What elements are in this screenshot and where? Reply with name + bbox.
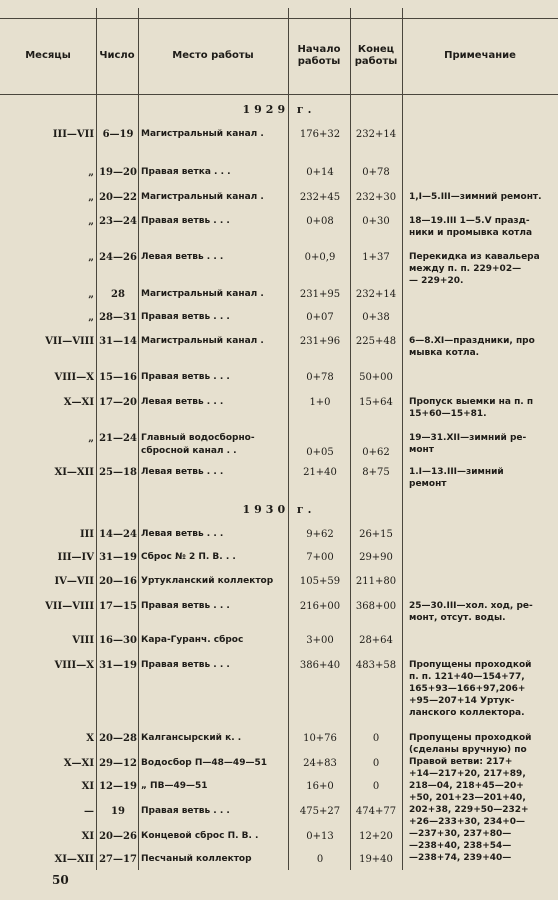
cell-days: 17—15 <box>99 601 137 612</box>
year-heading: 1930 г. <box>242 503 316 516</box>
col-rule-3 <box>288 8 289 870</box>
cell-note: 19—31.XII—зимний ре- монт <box>409 433 527 455</box>
cell-days: 28—31 <box>99 312 137 323</box>
header-note: Примечание <box>444 49 516 61</box>
cell-place: Левая ветвь . . . <box>141 252 224 262</box>
cell-place: Правая ветвь . . . <box>141 312 230 322</box>
cell-days: 19 <box>111 806 125 817</box>
cell-end: 483+58 <box>355 660 397 671</box>
cell-start: 105+59 <box>299 576 341 587</box>
cell-start: 0+05 <box>306 447 334 458</box>
cell-place: Магистральный канал . <box>141 129 264 139</box>
cell-end: 8+75 <box>362 467 390 478</box>
cell-months: „ <box>88 433 94 444</box>
cell-place: Левая ветвь . . . <box>141 397 224 407</box>
cell-months: XI—XII <box>54 854 94 865</box>
cell-start: 21+40 <box>303 467 337 478</box>
cell-end: 1+37 <box>362 252 390 263</box>
cell-days: 17—20 <box>99 397 137 408</box>
cell-end: 0+38 <box>362 312 390 323</box>
cell-days: 12—19 <box>99 781 137 792</box>
cell-days: 14—24 <box>99 529 137 540</box>
cell-start: 16+0 <box>306 781 334 792</box>
cell-end: 0 <box>372 781 380 792</box>
cell-months: X—XI <box>63 397 94 408</box>
cell-days: 20—16 <box>99 576 137 587</box>
cell-months: III <box>79 529 94 540</box>
cell-place: Главный водосборно- сбросной канал . . <box>141 433 255 456</box>
col-rule-1 <box>96 8 97 870</box>
cell-days: 21—24 <box>99 433 137 444</box>
header-start: Начало работы <box>297 43 341 67</box>
cell-place: Песчаный коллектор <box>141 854 252 864</box>
cell-months: VII—VIII <box>45 336 94 347</box>
cell-note: Пропущены проходкой п. п. 121+40—154+77, 165+93—166+97,206+ +95—207+14 Уртук- ланского коллектора. <box>409 660 532 718</box>
cell-start: 176+32 <box>299 129 341 140</box>
header-end: Конец работы <box>354 43 398 67</box>
cell-days: 31—19 <box>99 552 137 563</box>
cell-months: XI <box>81 831 94 842</box>
cell-place: Сброс № 2 П. В. . . <box>141 552 236 562</box>
cell-end: 474+77 <box>355 806 397 817</box>
cell-start: 3+00 <box>306 635 334 646</box>
cell-days: 24—26 <box>99 252 137 263</box>
cell-start: 1+0 <box>309 397 331 408</box>
cell-note: 1.I—13.III—зимний ремонт <box>409 467 504 489</box>
cell-months: — <box>84 806 94 817</box>
col-rule-2 <box>138 8 139 870</box>
col-rule-5 <box>402 8 403 870</box>
cell-place: Правая ветвь . . . <box>141 806 230 816</box>
cell-place: Правая ветвь . . . <box>141 601 230 611</box>
cell-days: 27—17 <box>99 854 137 865</box>
header-top-rule <box>0 18 558 19</box>
cell-place: Правая ветвь . . . <box>141 216 230 226</box>
cell-start: 0+14 <box>306 167 334 178</box>
cell-start: 0+07 <box>306 312 334 323</box>
cell-months: „ <box>88 192 94 203</box>
cell-days: 28 <box>111 289 125 300</box>
cell-end: 50+00 <box>359 372 393 383</box>
cell-place: Концевой сброс П. В. . <box>141 831 259 841</box>
cell-note: Пропуск выемки на п. п 15+60—15+81. <box>409 397 534 419</box>
cell-months: „ <box>88 252 94 263</box>
header-days: Число <box>99 49 135 61</box>
cell-months: VIII—X <box>54 660 94 671</box>
cell-place: Правая ветвь . . . <box>141 372 230 382</box>
cell-end: 232+14 <box>355 289 397 300</box>
cell-start: 0+13 <box>306 831 334 842</box>
cell-start: 231+95 <box>299 289 341 300</box>
cell-start: 386+40 <box>299 660 341 671</box>
page-number: 50 <box>52 873 69 887</box>
cell-days: 25—18 <box>99 467 137 478</box>
cell-months: VIII <box>72 635 94 646</box>
cell-end: 0+30 <box>362 216 390 227</box>
cell-place: Правая ветвь . . . <box>141 660 230 670</box>
year-heading: 1929 г. <box>242 103 316 116</box>
cell-months: „ <box>88 312 94 323</box>
cell-place: Левая ветвь . . . <box>141 529 224 539</box>
cell-days: 20—22 <box>99 192 137 203</box>
cell-end: 368+00 <box>355 601 397 612</box>
cell-months: IV—VII <box>54 576 94 587</box>
cell-days: 29—12 <box>99 758 137 769</box>
cell-end: 29+90 <box>359 552 393 563</box>
cell-end: 225+48 <box>355 336 397 347</box>
cell-days: 16—30 <box>99 635 137 646</box>
cell-months: III—IV <box>57 552 94 563</box>
cell-note: 18—19.III 1—5.V празд- ники и промывка котла <box>409 216 533 238</box>
cell-days: 31—14 <box>99 336 137 347</box>
cell-place: Магистральный канал . <box>141 336 264 346</box>
cell-end: 211+80 <box>355 576 397 587</box>
header-months: Месяцы <box>25 49 71 61</box>
cell-start: 7+00 <box>306 552 334 563</box>
cell-start: 232+45 <box>299 192 341 203</box>
cell-place: Магистральный канал . <box>141 289 264 299</box>
cell-place: Калгансырский к. . <box>141 733 242 743</box>
cell-place: Водосбор П—48—49—51 <box>141 758 267 768</box>
cell-place: Правая ветка . . . <box>141 167 231 177</box>
header-place: Место работы <box>172 49 254 61</box>
cell-months: X <box>86 733 94 744</box>
cell-start: 0+78 <box>306 372 334 383</box>
cell-days: 31—19 <box>99 660 137 671</box>
cell-days: 23—24 <box>99 216 137 227</box>
cell-months: „ <box>88 289 94 300</box>
cell-place: Магистральный канал . <box>141 192 264 202</box>
cell-note: Перекидка из кавальера между п. п. 229+02— — 229+20. <box>409 252 540 286</box>
cell-end: 0 <box>372 758 380 769</box>
cell-end: 232+14 <box>355 129 397 140</box>
cell-days: 19—20 <box>99 167 137 178</box>
col-rule-4 <box>350 8 351 870</box>
cell-place: Уртукланский коллектор <box>141 576 274 586</box>
cell-months: VII—VIII <box>45 601 94 612</box>
cell-months: III—VII <box>52 129 94 140</box>
cell-days: 20—28 <box>99 733 137 744</box>
cell-end: 0 <box>372 733 380 744</box>
cell-start: 0+0,9 <box>304 252 336 263</box>
cell-place: Левая ветвь . . . <box>141 467 224 477</box>
cell-end: 19+40 <box>359 854 393 865</box>
cell-note: 6—8.XI—праздники, про мывка котла. <box>409 336 535 358</box>
cell-end: 28+64 <box>359 635 393 646</box>
header-bottom-rule <box>0 94 558 95</box>
cell-end: 12+20 <box>359 831 393 842</box>
cell-place: „ ПВ—49—51 <box>141 781 208 791</box>
cell-start: 0 <box>316 854 324 865</box>
cell-start: 9+62 <box>306 529 334 540</box>
cell-days: 15—16 <box>99 372 137 383</box>
cell-start: 216+00 <box>299 601 341 612</box>
cell-note: 25—30.III—хол. ход, ре- монт, отсут. воды. <box>409 601 533 623</box>
cell-note: Пропущены проходкой (сделаны вручную) по Правой ветви: 217+ +14—217+20, 217+89, 218—04, 218+45—20+ +50, 201+23—201+40, 202+38, 229+50—232+ +26—233+30, 234+0— —237+30, 237+80— —238+40, 238+54— —238+74, 239+40— <box>409 733 532 863</box>
cell-days: 6—19 <box>102 129 134 140</box>
cell-days: 20—26 <box>99 831 137 842</box>
cell-end: 232+30 <box>355 192 397 203</box>
cell-place: Кара-Гуранч. сброс <box>141 635 244 645</box>
cell-end: 15+64 <box>359 397 393 408</box>
cell-start: 0+08 <box>306 216 334 227</box>
cell-start: 10+76 <box>303 733 337 744</box>
cell-note: 1,I—5.III—зимний ремонт. <box>409 192 542 202</box>
cell-end: 26+15 <box>359 529 393 540</box>
cell-months: VIII—X <box>54 372 94 383</box>
cell-end: 0+78 <box>362 167 390 178</box>
cell-months: X—XI <box>63 758 94 769</box>
cell-start: 475+27 <box>299 806 341 817</box>
cell-end: 0+62 <box>362 447 390 458</box>
cell-months: XI <box>81 781 94 792</box>
cell-months: „ <box>88 216 94 227</box>
cell-months: XI—XII <box>54 467 94 478</box>
cell-start: 231+96 <box>299 336 341 347</box>
cell-start: 24+83 <box>303 758 337 769</box>
cell-months: „ <box>88 167 94 178</box>
